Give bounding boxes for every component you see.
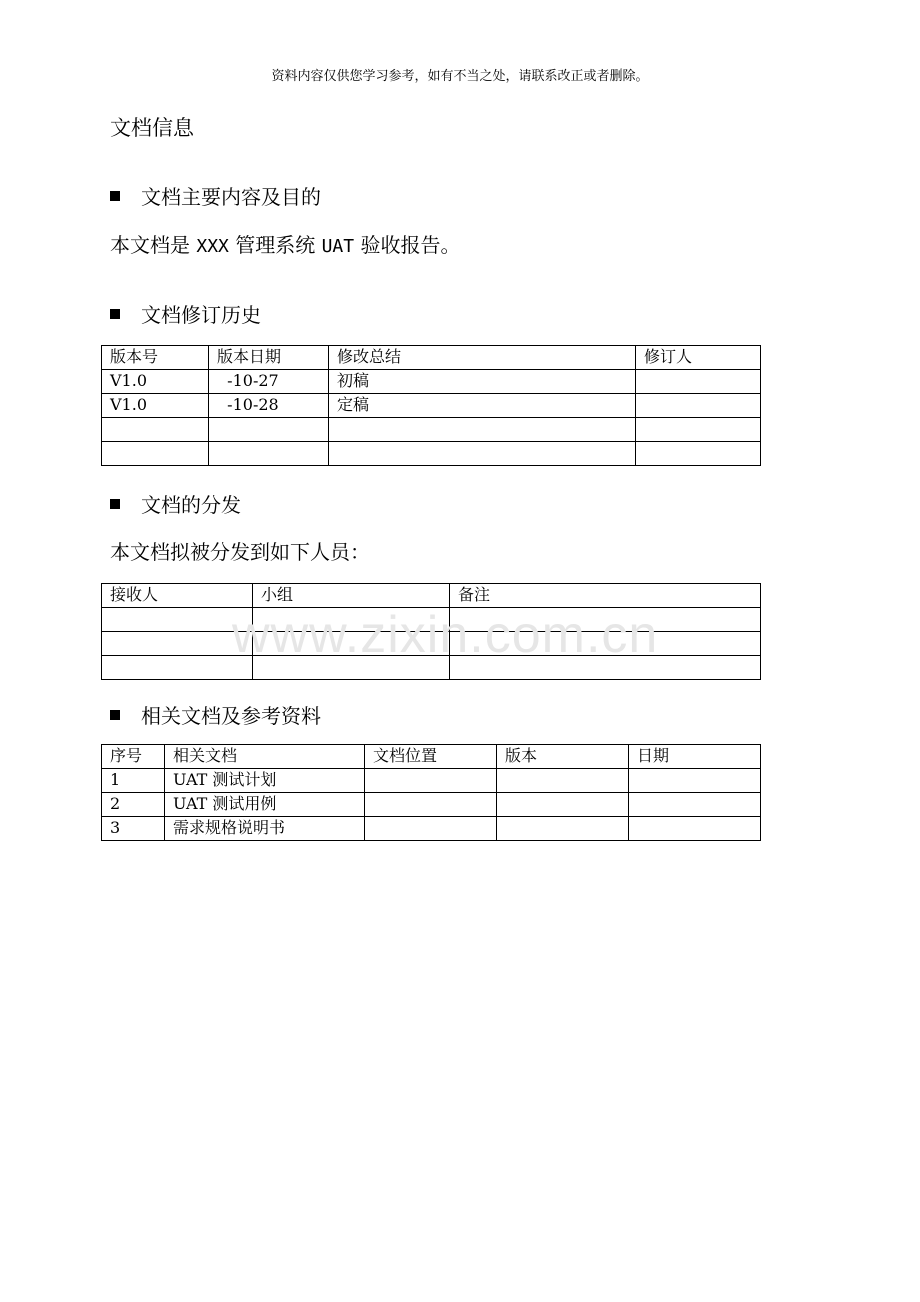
- section-heading-content: [110, 181, 321, 210]
- table-cell: [629, 769, 761, 793]
- table-cell: [253, 608, 450, 632]
- table-header-cell: 修改总结: [329, 346, 636, 370]
- table-row: [102, 817, 761, 841]
- table-cell: 3: [102, 817, 165, 841]
- table-header-cell: 修订人: [636, 346, 761, 370]
- section-heading-label: 文档主要内容及目的: [141, 185, 321, 209]
- table-header-cell: 接收人: [102, 584, 253, 608]
- table-cell: 定稿: [329, 394, 636, 418]
- table-cell: UAT 测试用例: [165, 793, 365, 817]
- table-cell: [365, 817, 497, 841]
- table-row: [102, 418, 761, 442]
- para-code: UAT: [321, 236, 355, 257]
- para-text: 验收报告。: [360, 233, 461, 257]
- table-cell: [329, 442, 636, 466]
- table-cell: V1.0: [102, 394, 209, 418]
- para-code: XXX: [196, 236, 229, 257]
- table-cell: [450, 608, 761, 632]
- table-cell: UAT 测试计划: [165, 769, 365, 793]
- header-note: 资料内容仅供您学习参考，如有不当之处，请联系改正或者删除。: [271, 69, 649, 84]
- table-header-row: [102, 584, 761, 608]
- section-heading-references: [110, 700, 321, 729]
- table-cell: [636, 418, 761, 442]
- section-heading-label: 相关文档及参考资料: [141, 704, 321, 728]
- table-header-cell: 日期: [629, 745, 761, 769]
- table-cell: V1.0: [102, 370, 209, 394]
- table-cell: [636, 442, 761, 466]
- table-header-cell: 相关文档: [165, 745, 365, 769]
- table-cell: [450, 656, 761, 680]
- table-cell: [365, 769, 497, 793]
- watermark: www.zixin.com.cn: [232, 606, 659, 664]
- square-bullet-icon: [110, 309, 120, 319]
- references-table: [101, 744, 761, 841]
- section-heading-distribution: [110, 489, 241, 518]
- table-header-cell: 序号: [102, 745, 165, 769]
- table-cell: [365, 793, 497, 817]
- table-row: [102, 370, 761, 394]
- para-text: 管理系统: [235, 233, 316, 257]
- distribution-paragraph: 本文档拟被分发到如下人员：: [110, 540, 370, 564]
- revision-table: [101, 345, 761, 466]
- table-cell: [629, 817, 761, 841]
- table-cell: [102, 608, 253, 632]
- table-row: [102, 442, 761, 466]
- table-cell: [450, 632, 761, 656]
- table-cell: [329, 418, 636, 442]
- table-cell: 2: [102, 793, 165, 817]
- table-row: [102, 608, 761, 632]
- table-cell: 需求规格说明书: [165, 817, 365, 841]
- table-header-cell: 版本号: [102, 346, 209, 370]
- doc-title: 文档信息: [110, 116, 194, 140]
- table-cell: [636, 394, 761, 418]
- table-header-row: [102, 346, 761, 370]
- table-cell: [209, 418, 329, 442]
- table-cell: [102, 632, 253, 656]
- table-cell: [253, 632, 450, 656]
- table-cell: [253, 656, 450, 680]
- table-cell: [497, 793, 629, 817]
- table-cell: [102, 442, 209, 466]
- table-header-row: [102, 745, 761, 769]
- section-heading-revision: [110, 299, 261, 328]
- table-header-cell: 小组: [253, 584, 450, 608]
- table-cell: [102, 656, 253, 680]
- table-row: [102, 769, 761, 793]
- table-row: [102, 632, 761, 656]
- para-text: 本文档是: [110, 233, 190, 257]
- square-bullet-icon: [110, 499, 120, 509]
- table-row: [102, 656, 761, 680]
- content-paragraph: [110, 229, 460, 258]
- table-cell: -10-27: [209, 370, 329, 394]
- table-header-cell: 备注: [450, 584, 761, 608]
- table-cell: [102, 418, 209, 442]
- square-bullet-icon: [110, 710, 120, 720]
- table-cell: -10-28: [209, 394, 329, 418]
- table-cell: [497, 817, 629, 841]
- table-cell: [636, 370, 761, 394]
- table-cell: 1: [102, 769, 165, 793]
- section-heading-label: 文档的分发: [141, 493, 241, 517]
- table-cell: 初稿: [329, 370, 636, 394]
- table-header-cell: 文档位置: [365, 745, 497, 769]
- table-row: [102, 394, 761, 418]
- table-header-cell: 版本: [497, 745, 629, 769]
- table-cell: [629, 793, 761, 817]
- square-bullet-icon: [110, 191, 120, 201]
- table-header-cell: 版本日期: [209, 346, 329, 370]
- table-cell: [209, 442, 329, 466]
- table-row: [102, 793, 761, 817]
- distribution-table: [101, 583, 761, 680]
- table-cell: [497, 769, 629, 793]
- section-heading-label: 文档修订历史: [141, 303, 261, 327]
